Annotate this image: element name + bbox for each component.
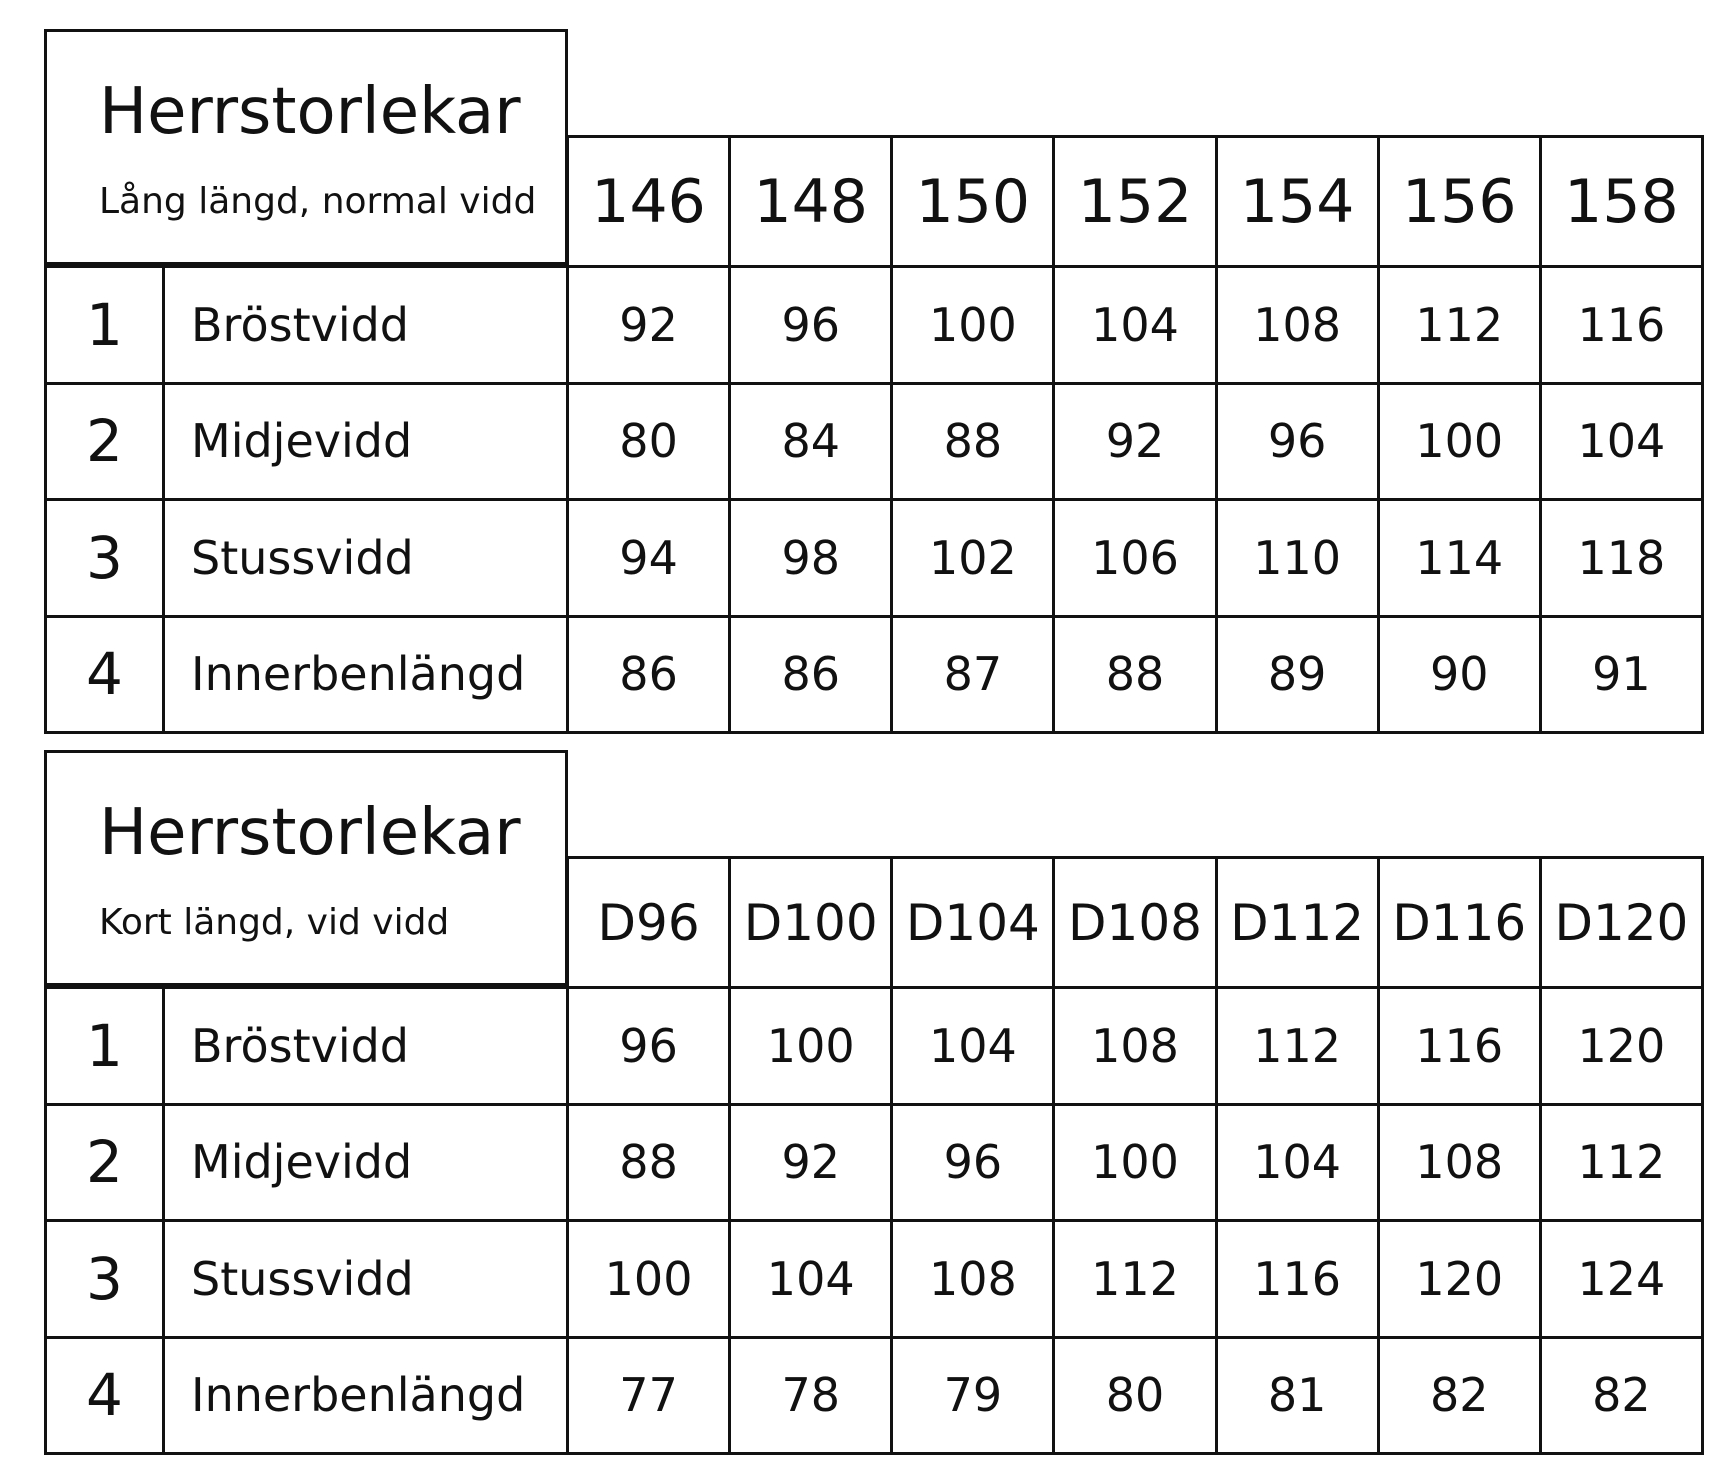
- measurement-value: 102: [890, 498, 1052, 615]
- measurement-value: 108: [1215, 265, 1377, 382]
- measurement-value: 92: [1052, 382, 1214, 499]
- measurement-value: 88: [890, 382, 1052, 499]
- measurement-value: 86: [566, 615, 728, 732]
- size-header: 156: [1377, 135, 1539, 265]
- size-grid: [44, 856, 1704, 1455]
- measurement-value: 94: [566, 498, 728, 615]
- measurement-label: Midjevidd: [162, 382, 566, 499]
- measurement-value: 108: [1052, 986, 1214, 1103]
- size-header: D108: [1052, 856, 1214, 986]
- measurement-value: 82: [1539, 1336, 1701, 1453]
- size-header: D96: [566, 856, 728, 986]
- measurement-value: 112: [1539, 1103, 1701, 1220]
- measurement-value: 92: [566, 265, 728, 382]
- header-spacer: [44, 856, 566, 986]
- table-title: Herrstorlekar: [99, 75, 521, 149]
- row-number: 2: [44, 382, 162, 499]
- measurement-value: 100: [728, 986, 890, 1103]
- measurement-value: 81: [1215, 1336, 1377, 1453]
- measurement-value: 114: [1377, 498, 1539, 615]
- measurement-value: 79: [890, 1336, 1052, 1453]
- measurement-value: 104: [1052, 265, 1214, 382]
- measurement-value: 88: [566, 1103, 728, 1220]
- measurement-label: Midjevidd: [162, 1103, 566, 1220]
- measurement-value: 124: [1539, 1219, 1701, 1336]
- size-header: 148: [728, 135, 890, 265]
- size-header: D112: [1215, 856, 1377, 986]
- size-header: 158: [1539, 135, 1701, 265]
- measurement-value: 98: [728, 498, 890, 615]
- measurement-value: 118: [1539, 498, 1701, 615]
- measurement-value: 106: [1052, 498, 1214, 615]
- measurement-label: Innerbenlängd: [162, 1336, 566, 1453]
- measurement-value: 96: [728, 265, 890, 382]
- measurement-value: 92: [728, 1103, 890, 1220]
- row-number: 4: [44, 1336, 162, 1453]
- measurement-value: 116: [1539, 265, 1701, 382]
- measurement-value: 112: [1377, 265, 1539, 382]
- size-header: D116: [1377, 856, 1539, 986]
- measurement-value: 96: [566, 986, 728, 1103]
- size-header: D120: [1539, 856, 1701, 986]
- measurement-value: 104: [728, 1219, 890, 1336]
- measurement-value: 80: [566, 382, 728, 499]
- size-grid: [44, 135, 1704, 734]
- measurement-value: 78: [728, 1336, 890, 1453]
- row-number: 3: [44, 1219, 162, 1336]
- measurement-value: 80: [1052, 1336, 1214, 1453]
- measurement-value: 108: [890, 1219, 1052, 1336]
- measurement-value: 88: [1052, 615, 1214, 732]
- measurement-value: 116: [1215, 1219, 1377, 1336]
- measurement-value: 100: [566, 1219, 728, 1336]
- measurement-label: Stussvidd: [162, 498, 566, 615]
- size-header: 146: [566, 135, 728, 265]
- measurement-value: 100: [890, 265, 1052, 382]
- measurement-value: 84: [728, 382, 890, 499]
- measurement-value: 82: [1377, 1336, 1539, 1453]
- size-header: 152: [1052, 135, 1214, 265]
- row-number: 1: [44, 265, 162, 382]
- measurement-value: 77: [566, 1336, 728, 1453]
- row-number: 4: [44, 615, 162, 732]
- table-subtitle: Lång längd, normal vidd: [99, 181, 537, 222]
- size-header: 150: [890, 135, 1052, 265]
- measurement-value: 87: [890, 615, 1052, 732]
- measurement-value: 120: [1539, 986, 1701, 1103]
- size-header: D100: [728, 856, 890, 986]
- measurement-value: 120: [1377, 1219, 1539, 1336]
- measurement-value: 91: [1539, 615, 1701, 732]
- row-number: 2: [44, 1103, 162, 1220]
- measurement-value: 96: [1215, 382, 1377, 499]
- measurement-label: Bröstvidd: [162, 986, 566, 1103]
- measurement-value: 86: [728, 615, 890, 732]
- measurement-value: 108: [1377, 1103, 1539, 1220]
- size-header: D104: [890, 856, 1052, 986]
- measurement-value: 89: [1215, 615, 1377, 732]
- measurement-value: 96: [890, 1103, 1052, 1220]
- measurement-value: 100: [1052, 1103, 1214, 1220]
- measurement-value: 110: [1215, 498, 1377, 615]
- measurement-value: 112: [1052, 1219, 1214, 1336]
- row-number: 1: [44, 986, 162, 1103]
- measurement-value: 90: [1377, 615, 1539, 732]
- header-spacer: [44, 135, 566, 265]
- size-header: 154: [1215, 135, 1377, 265]
- measurement-value: 100: [1377, 382, 1539, 499]
- measurement-value: 104: [890, 986, 1052, 1103]
- measurement-label: Innerbenlängd: [162, 615, 566, 732]
- table-subtitle: Kort längd, vid vidd: [99, 902, 450, 943]
- measurement-value: 104: [1215, 1103, 1377, 1220]
- measurement-value: 104: [1539, 382, 1701, 499]
- measurement-label: Bröstvidd: [162, 265, 566, 382]
- row-number: 3: [44, 498, 162, 615]
- size-table-long-normal: [44, 29, 1704, 734]
- measurement-value: 112: [1215, 986, 1377, 1103]
- size-table-short-wide: [44, 750, 1704, 1455]
- measurement-value: 116: [1377, 986, 1539, 1103]
- table-title: Herrstorlekar: [99, 796, 521, 870]
- measurement-label: Stussvidd: [162, 1219, 566, 1336]
